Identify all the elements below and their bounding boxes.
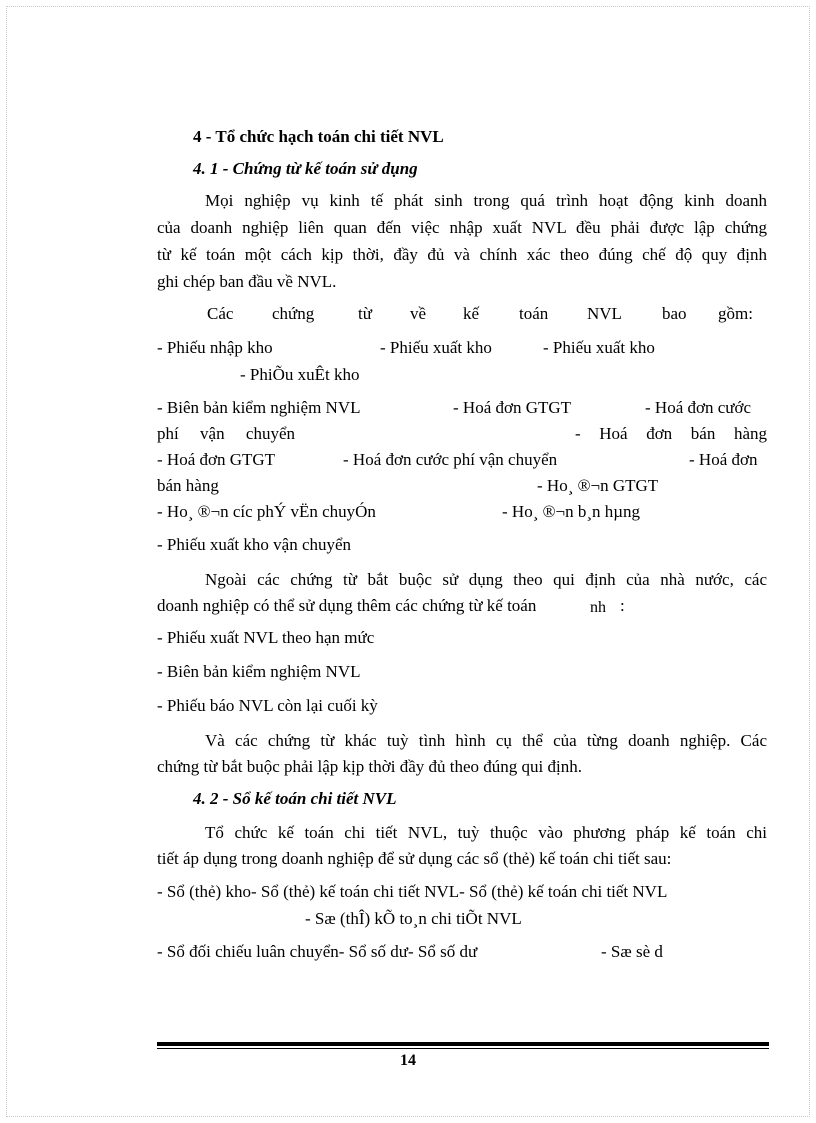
list-item: - Phiếu xuất kho vận chuyển — [157, 535, 352, 554]
paragraph-line: Tổ chức kế toán chi tiết NVL, tuỳ thuộc vào phương pháp kế toán chi — [205, 823, 767, 842]
list-item: - Hoá đơn GTGT — [157, 450, 276, 469]
list-item: - Phiếu báo NVL còn lại cuối kỳ — [157, 696, 378, 715]
footer-rule-thin — [157, 1048, 769, 1049]
word: về — [410, 304, 427, 323]
list-item: - Ho¸ ®¬n cíc phÝ vËn chuyÓn — [157, 502, 376, 521]
list-item: phí vận chuyển — [157, 424, 295, 443]
word: kế — [463, 304, 480, 323]
list-item: - Ho¸ ®¬n b¸n hµng — [502, 502, 641, 521]
word: toán — [519, 304, 549, 323]
list-item: - Hoá đơn cước phí vận chuyển — [343, 450, 558, 469]
list-item: - Sæ sè d — [601, 942, 663, 961]
list-item: - Phiếu xuất kho — [543, 338, 655, 357]
word: bao — [662, 304, 687, 323]
paragraph-line: doanh nghiệp có thể sử dụng thêm các chứng từ kế toán — [157, 596, 537, 615]
list-item: - PhiÕu xuÊt kho — [240, 365, 360, 384]
page-number: 14 — [400, 1052, 416, 1069]
list-item: bán hàng — [157, 476, 219, 495]
paragraph-line: từ kế toán một cách kịp thời, đầy đủ và chính xác theo đúng chế độ quy định — [157, 245, 767, 264]
paragraph-line: tiết áp dụng trong doanh nghiệp để sử dụng các sổ (thẻ) kế toán chi tiết sau: — [157, 849, 672, 868]
list-item: - Ho¸ ®¬n GTGT — [537, 476, 659, 495]
word: NVL — [587, 304, 622, 323]
list-item: - Biên bản kiểm nghiệm NVL — [157, 662, 361, 681]
subsection-heading-vouchers: 4. 1 - Chứng từ kế toán sử dụng — [193, 159, 418, 178]
list-item: - Biên bản kiểm nghiệm NVL — [157, 398, 361, 417]
list-item: - Sổ đối chiếu luân chuyển- Sổ số dư- Sổ số dư — [157, 942, 478, 961]
word: gồm: — [718, 304, 753, 323]
list-item: - Hoá đơn cước — [645, 398, 752, 417]
list-item: - Phiếu nhập kho — [157, 338, 273, 357]
footer-rule-thick — [157, 1042, 769, 1046]
paragraph-fragment: : — [620, 596, 625, 615]
word: Các — [207, 304, 234, 323]
word: từ — [358, 304, 372, 323]
list-item: - Sổ (thẻ) kho- Sổ (thẻ) kế toán chi tiết NVL- Sổ (thẻ) kế toán chi tiết NVL — [157, 882, 668, 901]
list-item: - Phiếu xuất kho — [380, 338, 492, 357]
paragraph-line: Mọi nghiệp vụ kinh tế phát sinh trong quá trình hoạt động kinh doanh — [205, 191, 767, 210]
word: chứng — [272, 304, 315, 323]
list-item: - Hoá đơn bán hàng — [575, 424, 767, 443]
paragraph-fragment: nh — [590, 599, 606, 616]
list-item: - Phiếu xuất NVL theo hạn mức — [157, 628, 375, 647]
paragraph-line: chứng từ bắt buộc phải lập kịp thời đầy đủ theo đúng qui định. — [157, 757, 582, 776]
paragraph-line: của doanh nghiệp liên quan đến việc nhập xuất NVL đều phải được lập chứng — [157, 218, 767, 237]
list-item: - Hoá đơn GTGT — [453, 398, 572, 417]
paragraph-line: ghi chép ban đầu về NVL. — [157, 272, 337, 291]
list-item: - Hoá đơn — [689, 450, 758, 469]
paragraph-line: Ngoài các chứng từ bắt buộc sử dụng theo qui định của nhà nước, các — [205, 570, 767, 589]
list-item: - Sæ (thÎ) kÕ to¸n chi tiÕt NVL — [305, 909, 522, 928]
paragraph-line: Và các chứng từ khác tuỳ tình hình cụ thể của từng doanh nghiệp. Các — [205, 731, 767, 750]
section-heading: 4 - Tổ chức hạch toán chi tiết NVL — [193, 127, 444, 146]
subsection-heading-ledgers: 4. 2 - Sổ kế toán chi tiết NVL — [193, 789, 397, 808]
